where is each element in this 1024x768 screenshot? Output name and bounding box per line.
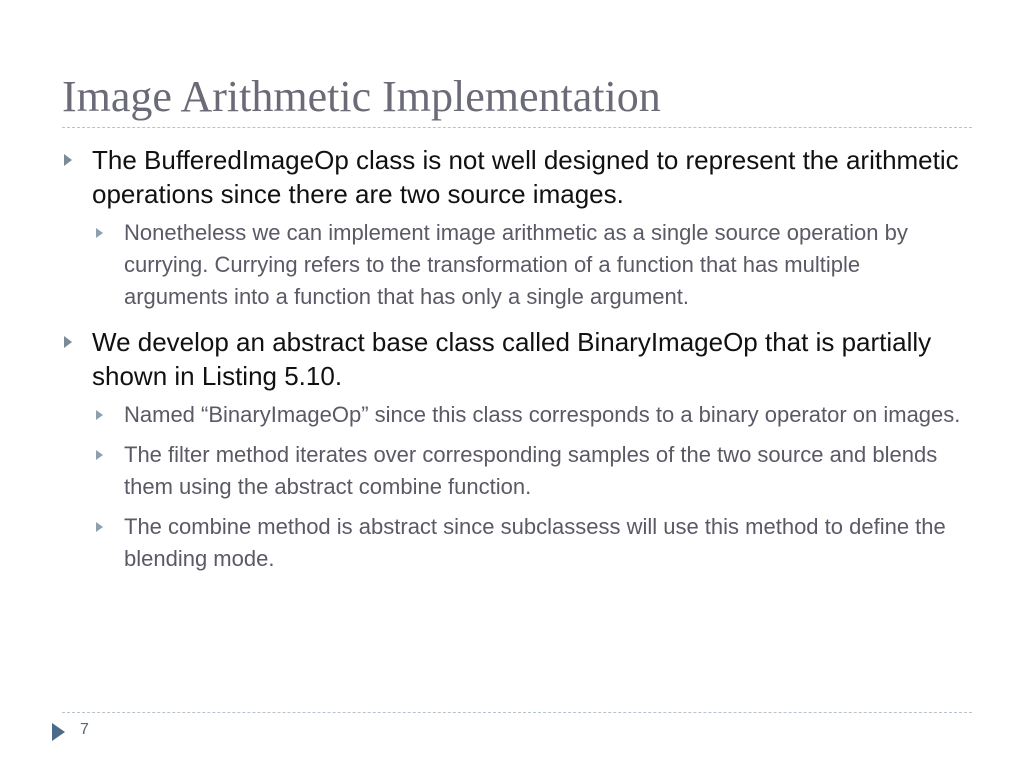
- sub-bullet-list: [92, 399, 967, 575]
- bullet-text: The BufferedImageOp class is not well designed to represent the arithmetic operations since there are two source images.: [92, 145, 959, 209]
- bullet-level1: [62, 143, 967, 313]
- sub-bullet-text: The filter method iterates over corresponding samples of the two source and blends them using the abstract combine function.: [124, 442, 938, 499]
- bullet-level2: [92, 511, 967, 575]
- sub-bullet-triangle-icon: [96, 522, 103, 532]
- title-divider: [62, 127, 972, 128]
- sub-bullet-text: Nonetheless we can implement image arithmetic as a single source operation by currying. Currying refers to the transformation of a function that has multiple arguments into a function that has only a single argument.: [124, 220, 908, 309]
- sub-bullet-text: The combine method is abstract since subclassess will use this method to define the blending mode.: [124, 514, 946, 571]
- sub-bullet-triangle-icon: [96, 410, 103, 420]
- bullet-triangle-icon: [64, 154, 72, 166]
- page-number: 7: [80, 721, 89, 738]
- sub-bullet-triangle-icon: [96, 450, 103, 460]
- footer-divider: [62, 712, 972, 713]
- sub-bullet-list: [92, 217, 967, 313]
- bullet-level2: [92, 399, 967, 431]
- bullet-text: We develop an abstract base class called BinaryImageOp that is partially shown in Listing 5.10.: [92, 327, 932, 391]
- bullet-triangle-icon: [64, 336, 72, 348]
- bullet-level1: [62, 325, 967, 575]
- slide-title: Image Arithmetic Implementation: [62, 72, 661, 121]
- sub-bullet-text: Named “BinaryImageOp” since this class corresponds to a binary operator on images.: [124, 402, 961, 427]
- sub-bullet-triangle-icon: [96, 228, 103, 238]
- slide-content: [62, 143, 967, 583]
- footer-triangle-icon: [52, 723, 65, 741]
- bullet-level2: [92, 217, 967, 313]
- bullet-level2: [92, 439, 967, 503]
